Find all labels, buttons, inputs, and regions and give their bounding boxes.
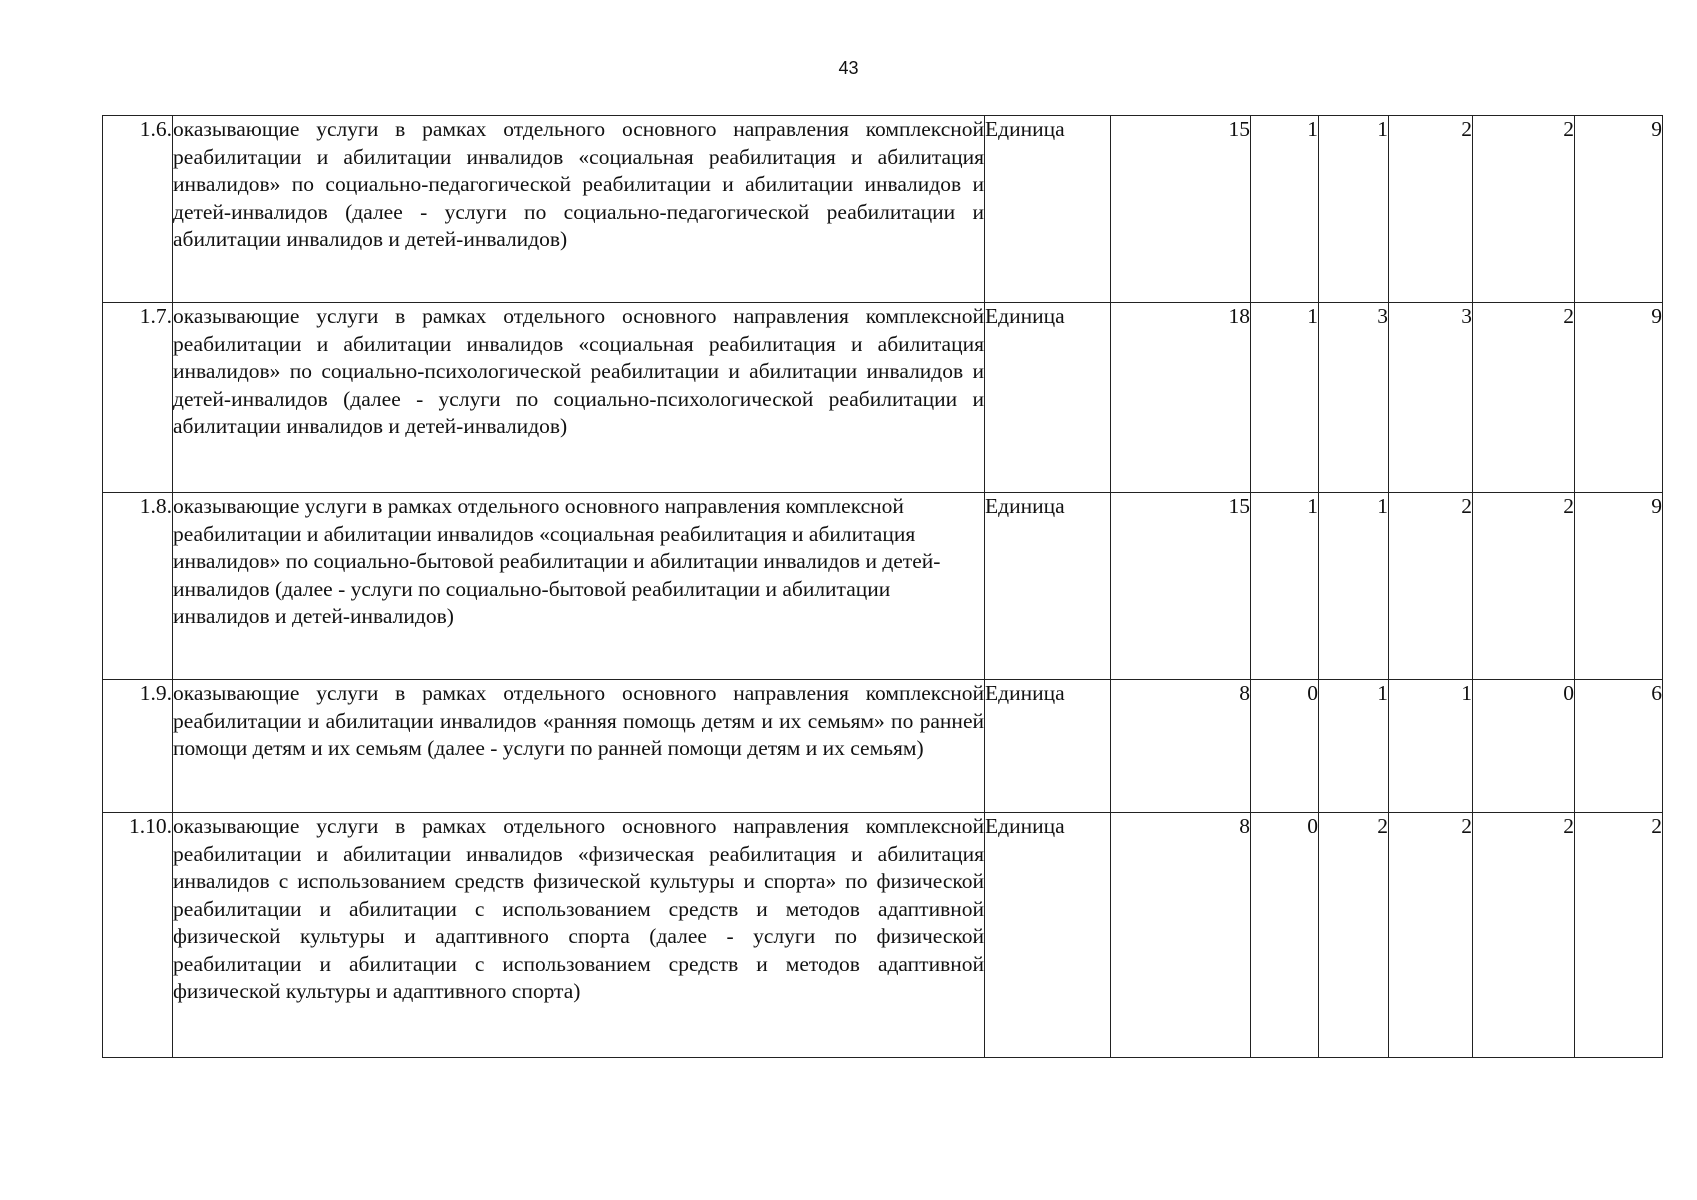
value-cell: 0 [1251, 813, 1319, 1058]
value-cell: 1 [1319, 116, 1389, 303]
value-cell: 2 [1473, 116, 1575, 303]
table-row [103, 303, 1663, 493]
value-cell: 9 [1575, 116, 1663, 303]
value-cell: 2 [1473, 813, 1575, 1058]
value-cell: 15 [1111, 493, 1251, 680]
statistics-table [102, 115, 1663, 1058]
row-description: оказывающие услуги в рамках отдельного основного направления комплексной реабилитации и абилитации инвалидов «ранняя помощь детям и их семьям» по ранней помощи детям и их семьям (далее - услуги по ранней помощи детям и их семьям) [173, 680, 985, 813]
value-cell: 8 [1111, 680, 1251, 813]
value-cell: 9 [1575, 493, 1663, 680]
row-unit: Единица [985, 303, 1111, 493]
value-cell: 0 [1251, 680, 1319, 813]
value-cell: 2 [1575, 813, 1663, 1058]
value-cell: 1 [1389, 680, 1473, 813]
value-cell: 2 [1473, 303, 1575, 493]
value-cell: 8 [1111, 813, 1251, 1058]
table-row [103, 680, 1663, 813]
value-cell: 9 [1575, 303, 1663, 493]
row-description: оказывающие услуги в рамках отдельного основного направления комплексной реабилитации и абилитации инвалидов «социальная реабилитация и абилитация инвалидов» по социально-бытовой реабилитации и абилитации инвалидов и детей-инвалидов (далее - услуги по социально-бытовой реабилитации и абилитации инвалидов и детей-инвалидов) [173, 493, 985, 680]
value-cell: 6 [1575, 680, 1663, 813]
row-description: оказывающие услуги в рамках отдельного основного направления комплексной реабилитации и абилитации инвалидов «социальная реабилитация и абилитация инвалидов» по социально-педагогической реабилитации и абилитации инвалидов и детей-инвалидов (далее - услуги по социально-педагогической реабилитации и абилитации инвалидов и детей-инвалидов) [173, 116, 985, 303]
value-cell: 18 [1111, 303, 1251, 493]
value-cell: 2 [1319, 813, 1389, 1058]
row-number: 1.10. [103, 813, 173, 1058]
value-cell: 1 [1251, 116, 1319, 303]
value-cell: 3 [1389, 303, 1473, 493]
row-number: 1.8. [103, 493, 173, 680]
row-unit: Единица [985, 493, 1111, 680]
value-cell: 2 [1389, 813, 1473, 1058]
value-cell: 3 [1319, 303, 1389, 493]
table-row [103, 116, 1663, 303]
table-row [103, 813, 1663, 1058]
value-cell: 1 [1319, 493, 1389, 680]
row-number: 1.6. [103, 116, 173, 303]
row-description: оказывающие услуги в рамках отдельного основного направления комплексной реабилитации и абилитации инвалидов «физическая реабилитация и абилитация инвалидов с использованием средств физической культуры и спорта» по физической реабилитации и абилитации с использованием средств и методов адаптивной физической культуры и адаптивного спорта (далее - услуги по физической реабилитации и абилитации с использованием средств и методов адаптивной физической культуры и адаптивного спорта) [173, 813, 985, 1058]
row-description: оказывающие услуги в рамках отдельного основного направления комплексной реабилитации и абилитации инвалидов «социальная реабилитация и абилитация инвалидов» по социально-психологической реабилитации и абилитации инвалидов и детей-инвалидов (далее - услуги по социально-психологической реабилитации и абилитации инвалидов и детей-инвалидов) [173, 303, 985, 493]
value-cell: 1 [1251, 303, 1319, 493]
page-number: 43 [838, 58, 859, 78]
value-cell: 15 [1111, 116, 1251, 303]
row-number: 1.7. [103, 303, 173, 493]
row-unit: Единица [985, 680, 1111, 813]
row-number: 1.9. [103, 680, 173, 813]
table-row [103, 493, 1663, 680]
value-cell: 2 [1389, 493, 1473, 680]
value-cell: 0 [1473, 680, 1575, 813]
row-unit: Единица [985, 813, 1111, 1058]
value-cell: 2 [1389, 116, 1473, 303]
row-unit: Единица [985, 116, 1111, 303]
value-cell: 1 [1319, 680, 1389, 813]
value-cell: 1 [1251, 493, 1319, 680]
value-cell: 2 [1473, 493, 1575, 680]
